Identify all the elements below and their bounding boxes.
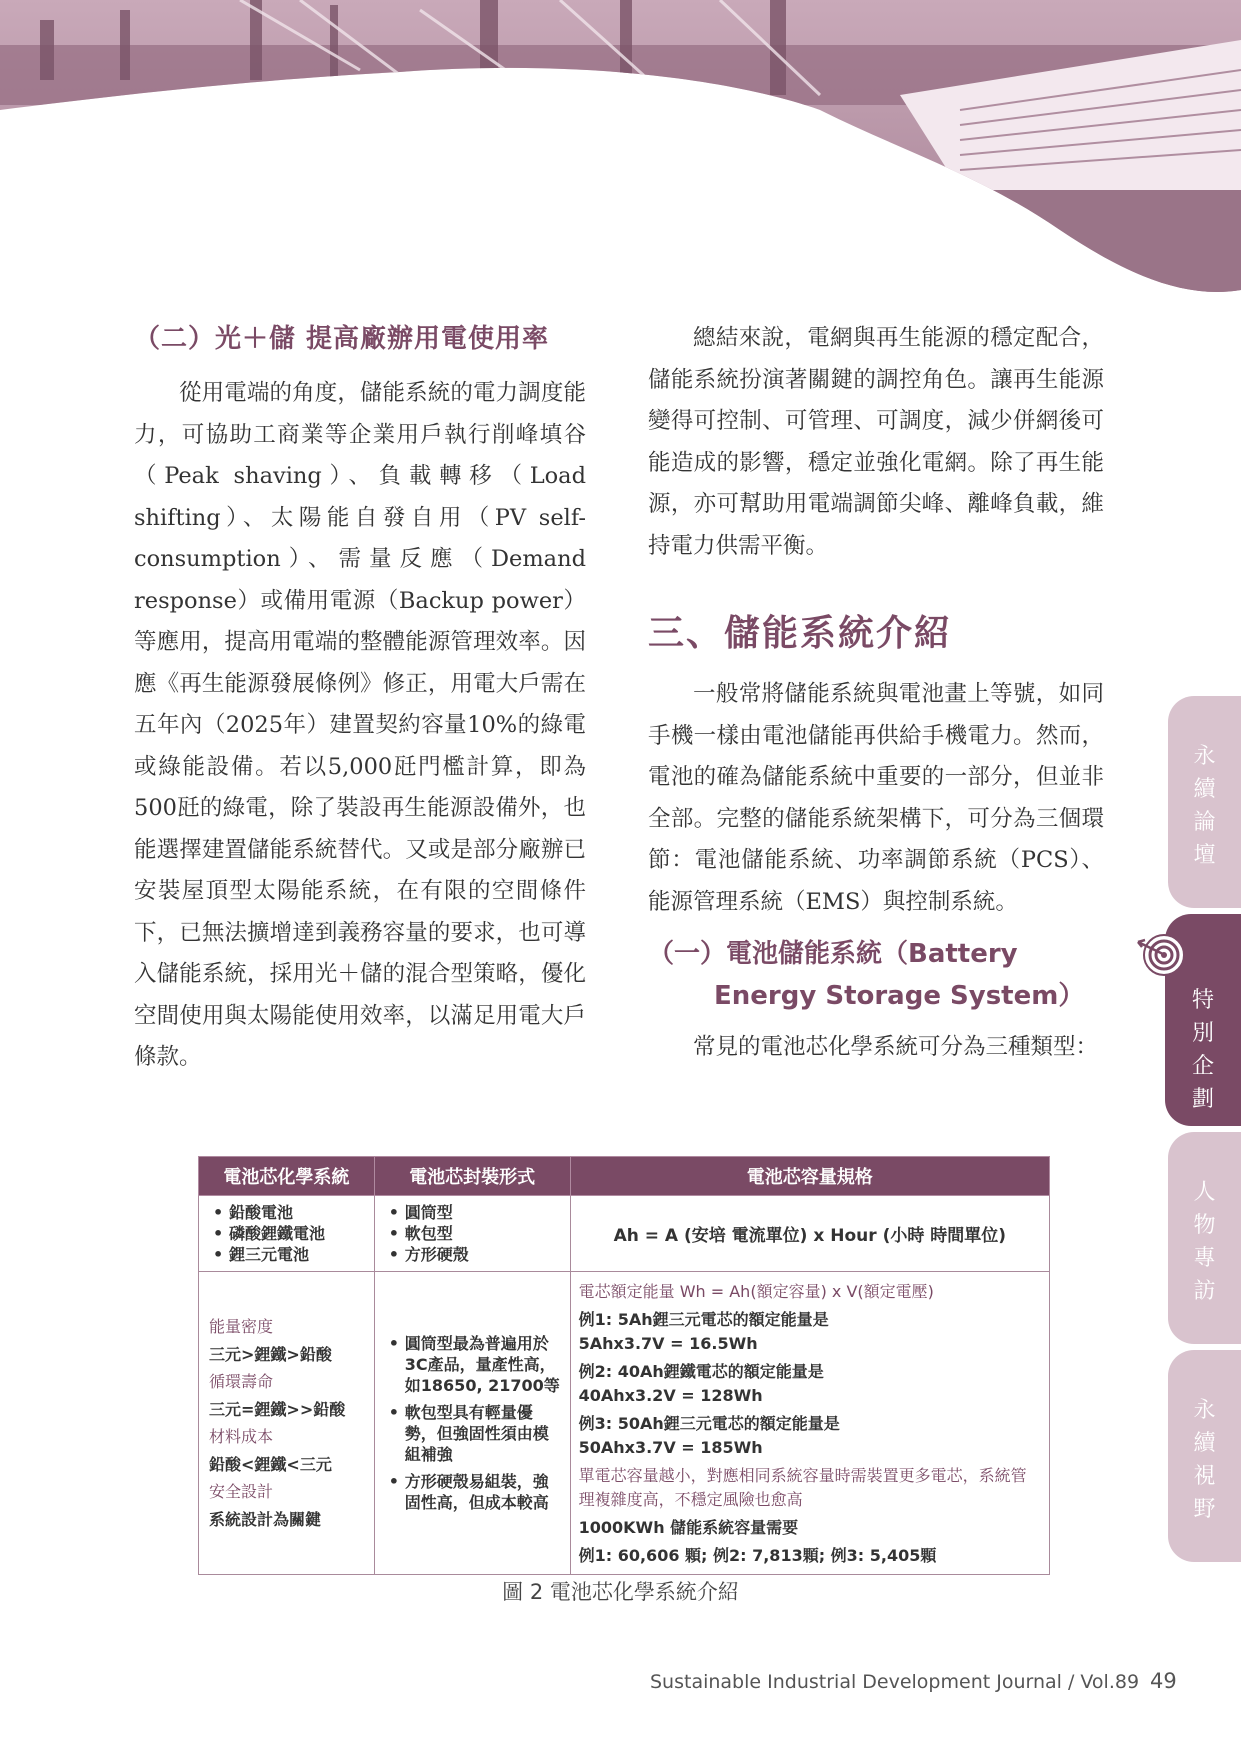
table-row bbox=[199, 1196, 1050, 1272]
section-subheading-solar-storage: （二）光＋儲 提高廠辦用電使用率 bbox=[134, 324, 550, 354]
side-tab-label: 永 續 視 野 bbox=[1193, 1398, 1216, 1522]
body-paragraph: 一般常將儲能系統與電池畫上等號，如同手機一樣由電池儲能再供給手機電力。然而，電池的確為儲能系統中重要的一部分，但並非全部。完整的儲能系統架構下，可分為三個環節：電池儲能系統、功率調節系統（PCS）、能源管理系統（EMS）與控制系統。 bbox=[648, 681, 1104, 915]
risk-note: 單電芯容量越小，對應相同系統容量時需裝置更多電芯，系統管理複雜度高，不穩定風險也愈高 bbox=[578, 1466, 1027, 1509]
metrics-cell bbox=[199, 1272, 375, 1575]
battery-chemistry-table bbox=[198, 1156, 1050, 1575]
example-line: 例1: 5Ah鋰三元電芯的額定能量是 bbox=[578, 1310, 829, 1329]
capacity-formula: Ah = A (安培 電流單位) x Hour (小時 時間單位) bbox=[570, 1196, 1049, 1272]
body-paragraph: 從用電端的角度，儲能系統的電力調度能力，可協助工商業等企業用戶執行削峰填谷（Peak shaving）、負載轉移（Load shifting）、太陽能自發自用（PV self-consumption）、需量反應（Demand response）或備用電源（Backup power）等應用，提高用電端的整體能源管理效率。因應《再生能源發展條例》修正，用電大戶需在五年內（2025年）建置契約容量10%的綠電或綠能設備。若以5,000瓩門檻計算，即為500瓩的綠電，除了裝設再生能源設備外，也能選擇建置儲能系統替代。又或是部分廠辦已安裝屋頂型太陽能系統，在有限的空間條件下，已無法擴增達到義務容量的要求，也可導入儲能系統，採用光＋儲的混合型策略，優化空間使用與太陽能使用效率，以滿足用電大戶條款。 bbox=[134, 380, 586, 1070]
metric-label: 循環壽命 bbox=[209, 1372, 274, 1391]
metric-label: 安全設計 bbox=[209, 1482, 274, 1501]
table-header: 電池芯化學系統 bbox=[199, 1157, 375, 1196]
list-item: • 方形硬殼易組裝，強固性高，但成本較高 bbox=[383, 1471, 562, 1513]
list-item: • 鋰三元電池 bbox=[207, 1244, 366, 1265]
table-row bbox=[199, 1272, 1050, 1575]
body-paragraph: 常見的電池芯化學系統可分為三種類型： bbox=[693, 1034, 1099, 1060]
example-result: 50Ahx3.7V = 185Wh bbox=[578, 1438, 763, 1457]
section-title: 三、儲能系統介紹 bbox=[648, 613, 953, 654]
metric-label: 材料成本 bbox=[209, 1427, 274, 1446]
list-item: • 方形硬殼 bbox=[383, 1244, 562, 1265]
example-line: 例2: 40Ah鋰鐵電芯的額定能量是 bbox=[578, 1362, 824, 1381]
list-item: • 圓筒型 bbox=[383, 1202, 562, 1223]
target-icon bbox=[1136, 930, 1186, 980]
page-number: 49 bbox=[1150, 1669, 1177, 1693]
metric-value: 三元>鋰鐵>鉛酸 bbox=[209, 1344, 332, 1364]
energy-formula: 電芯額定能量 Wh = Ah(額定容量) x V(額定電壓) bbox=[578, 1282, 934, 1301]
table-header-row bbox=[199, 1157, 1050, 1196]
metric-value: 鉛酸<鋰鐵<三元 bbox=[209, 1454, 332, 1474]
system-requirement-title: 1000KWh 儲能系統容量需要 bbox=[578, 1518, 799, 1537]
system-requirement-values: 例1: 60,606 顆; 例2: 7,813顆; 例3: 5,405顆 bbox=[578, 1546, 937, 1565]
list-item: • 軟包型 bbox=[383, 1223, 562, 1244]
list-item: • 軟包型具有輕量優勢，但強固性須由模組補強 bbox=[383, 1402, 562, 1465]
header-photo bbox=[0, 0, 1241, 340]
example-result: 40Ahx3.2V = 128Wh bbox=[578, 1386, 763, 1405]
list-item: • 圓筒型最為普遍用於3C產品，量產性高，如18650, 21700等 bbox=[383, 1333, 562, 1396]
section-subheading-battery: （一）電池儲能系統（Battery Energy Storage System） bbox=[648, 939, 1085, 1011]
side-tab-label: 特 別 企 劃 bbox=[1191, 988, 1214, 1112]
chemistry-types-cell bbox=[199, 1196, 375, 1272]
list-item: • 鉛酸電池 bbox=[207, 1202, 366, 1223]
table-header: 電池芯容量規格 bbox=[570, 1157, 1049, 1196]
energy-calculation-cell bbox=[570, 1272, 1049, 1575]
example-result: 5Ahx3.7V = 16.5Wh bbox=[578, 1334, 758, 1353]
figure-caption: 圖 2 電池芯化學系統介紹 bbox=[502, 1580, 739, 1604]
package-notes-cell bbox=[374, 1272, 570, 1575]
side-tab-forum[interactable] bbox=[1168, 696, 1241, 908]
list-item: • 磷酸鋰鐵電池 bbox=[207, 1223, 366, 1244]
side-tab-interview[interactable] bbox=[1168, 1132, 1241, 1344]
side-tab-vision[interactable] bbox=[1168, 1350, 1241, 1562]
example-line: 例3: 50Ah鋰三元電芯的額定能量是 bbox=[578, 1414, 840, 1433]
metric-value: 三元=鋰鐵>>鉛酸 bbox=[209, 1399, 346, 1419]
metric-value: 系統設計為關鍵 bbox=[209, 1509, 322, 1529]
table-header: 電池芯封裝形式 bbox=[374, 1157, 570, 1196]
body-paragraph: 總結來說，電網與再生能源的穩定配合，儲能系統扮演著關鍵的調控角色。讓再生能源變得可控制、可管理、可調度，減少併網後可能造成的影響，穩定並強化電網。除了再生能源，亦可幫助用電端調節尖峰、離峰負載，維持電力供需平衡。 bbox=[648, 325, 1104, 559]
side-tab-label: 人 物 專 訪 bbox=[1193, 1180, 1216, 1304]
side-tab-label: 永 續 論 壇 bbox=[1193, 744, 1216, 868]
journal-name: Sustainable Industrial Development Journal / Vol.89 bbox=[650, 1671, 1140, 1693]
left-column bbox=[134, 318, 586, 1079]
metric-label: 能量密度 bbox=[209, 1317, 274, 1336]
right-column bbox=[648, 318, 1104, 1069]
package-types-cell bbox=[374, 1196, 570, 1272]
